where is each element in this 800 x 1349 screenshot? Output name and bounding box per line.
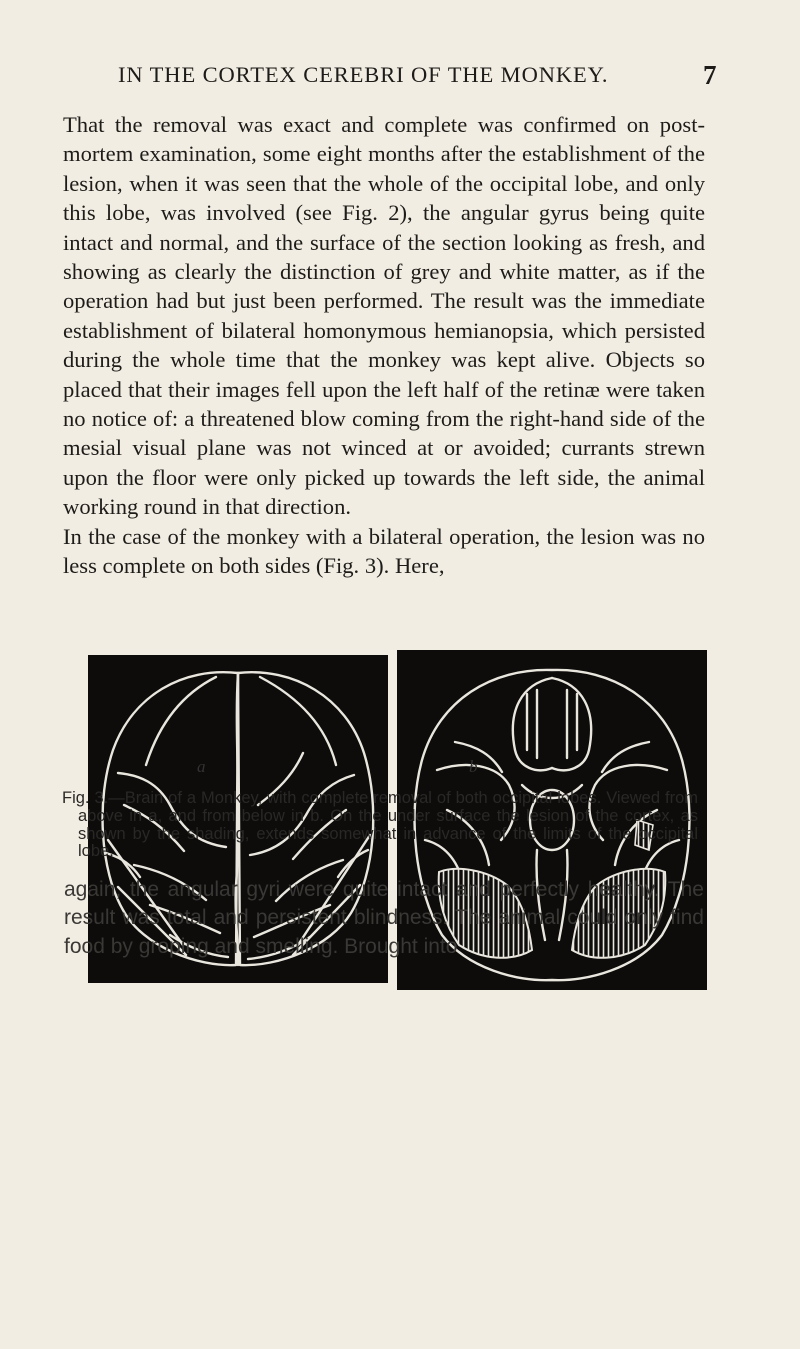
caption-label: Fig. 3. [62,789,109,807]
figure-3 [88,650,708,800]
paragraph-2: In the case of the monkey with a bilateral operation, the lesion was no less complete on both sides (Fig. 3). Here, [63,523,705,579]
paragraph-3: again, the angular gyri were quite intact and perfectly healthy. The result was total and persistent blindness. The animal could only find food by groping and smelling. Brought into [64,878,704,958]
figure-caption [62,789,698,861]
paragraph-1: That the removal was exact and complete was confirmed on post-mortem examination, some eight months after the establishment of the lesion, when it was seen that the whole of the occipital lobe, and only this lobe, was involved (see Fig. 2), the angular gyrus being quite intact and normal, and the surface of the section looking as fresh, and showing as clearly the distinction of grey and white matter, as if the operation had but just been performed. The result was the immediate establishment of bilateral homonymous hemianopsia, which persisted during the whole time that the monkey was kept alive. Objects so placed that their images fell upon the left half of the retinæ were taken no notice of: a threatened blow coming from the right-hand side of the mesial visual plane was not winced at or avoided; currants strewn upon the floor were only picked up towards the left side, the animal working round in that direction. [63,112,705,520]
running-title: IN THE CORTEX CEREBRI OF THE MONKEY. [118,62,609,87]
panel-label-b: b [469,757,478,776]
continuation-text [64,876,704,961]
running-head [0,62,800,98]
panel-label-a: a [197,757,206,776]
caption-text: —Brain of a Monkey, with complete removal of both occipital lobes. Viewed from above in a, and from below in b. On the under surface the lesion of the cortex, as shown by the shading, extends somewhat in advance of the limits of the occipital lobe. [78,789,698,861]
body-text [63,110,705,581]
page-number: 7 [703,60,717,90]
